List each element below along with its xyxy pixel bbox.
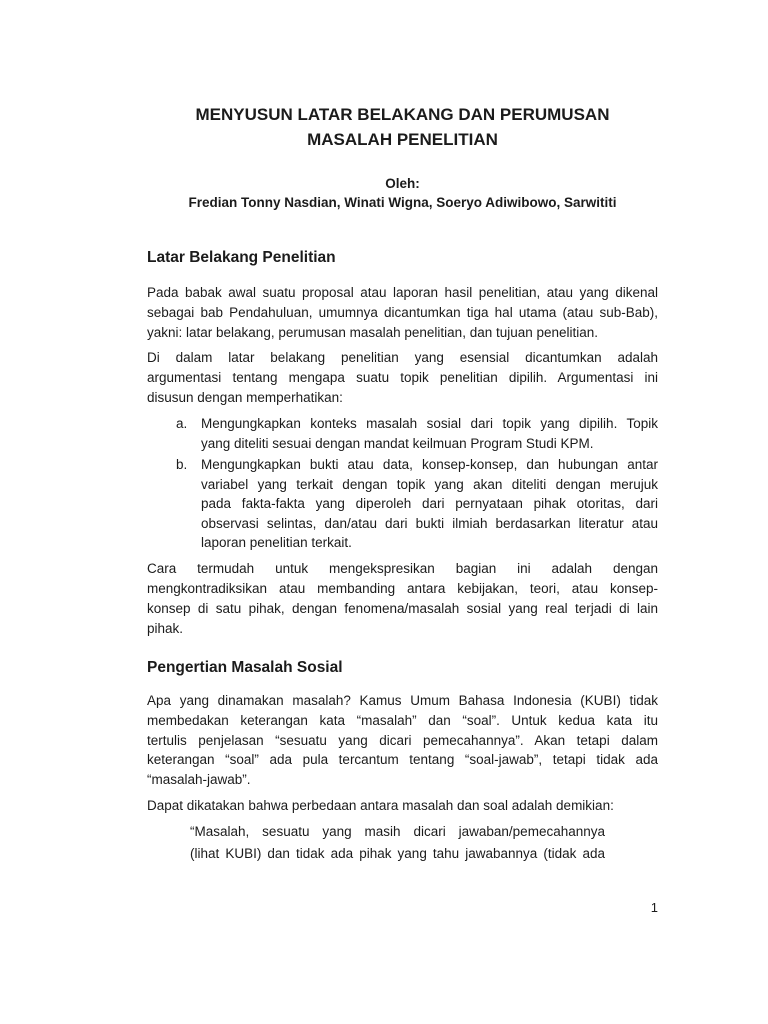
paragraph-line: Di dalam latar belakang penelitian yang esensial dicantumkan adalah: [147, 350, 658, 365]
author-list: Fredian Tonny Nasdian, Winati Wigna, Soeryo Adiwibowo, Sarwititi: [188, 195, 617, 210]
paragraph: [147, 283, 658, 343]
list-line: Mengungkapkan konteks masalah sosial dari topik yang dipilih. Topik: [201, 416, 658, 431]
paragraph-line: yakni: latar belakang, perumusan masalah penelitian, dan tujuan penelitian.: [147, 325, 599, 340]
paragraph-line: Cara termudah untuk mengekspresikan bagian ini adalah dengan: [147, 561, 658, 576]
byline-label: Oleh:: [385, 176, 420, 191]
paragraph: [147, 796, 658, 816]
section-heading-pengertian-masalah: Pengertian Masalah Sosial: [147, 659, 343, 676]
list-line: pada fakta-fakta yang diperoleh dari pernyataan pihak otoritas, dari: [201, 496, 658, 512]
paragraph-line: membedakan keterangan kata “masalah” dan “soal”. Untuk kedua kata itu: [147, 712, 658, 728]
paragraph-line: mengkontradiksikan atau membanding antara kebijakan, teori, atau konsep-: [147, 581, 658, 596]
list-item-b: [176, 455, 658, 553]
list-marker: b.: [176, 457, 188, 472]
page-number: 1: [650, 900, 658, 915]
list-line: Mengungkapkan bukti atau data, konsep-konsep, dan hubungan antar: [201, 457, 658, 472]
block-quote: [190, 821, 605, 865]
list-line: observasi selintas, dan/atau dari bukti ilmiah berdasarkan literatur atau: [201, 515, 658, 531]
quote-line: (lihat KUBI) dan tidak ada pihak yang tahu jawabannya (tidak ada: [190, 846, 605, 861]
paragraph: [147, 559, 658, 639]
paragraph-line: konsep di satu pihak, dengan fenomena/masalah sosial yang real terjadi di lain: [147, 601, 658, 616]
list-line: laporan penelitian terkait.: [201, 535, 352, 551]
list-item-a: [176, 414, 658, 454]
paragraph-line: Apa yang dinamakan masalah? Kamus Umum Bahasa Indonesia (KUBI) tidak: [147, 693, 658, 708]
paragraph-line: pihak.: [147, 621, 184, 636]
paragraph: [147, 348, 658, 408]
paragraph-line: “masalah-jawab”.: [147, 772, 251, 788]
paragraph-line: disusun dengan memperhatikan:: [147, 390, 343, 405]
paragraph: [147, 691, 658, 790]
list-item-text: [201, 455, 658, 553]
quote-line: “Masalah, sesuatu yang masih dicari jawaban/pemecahannya: [190, 824, 605, 839]
paragraph-line: tertulis penjelasan “sesuatu yang dicari pemecahannya”. Akan tetapi dalam: [147, 732, 658, 748]
paragraph-line: argumentasi tentang mengapa suatu topik penelitian dipilih. Argumentasi ini: [147, 370, 658, 385]
list-marker: a.: [176, 416, 188, 431]
paragraph-line: Dapat dikatakan bahwa perbedaan antara masalah dan soal adalah demikian:: [147, 798, 614, 813]
paragraph-line: keterangan “soal” ada pula tercantum tentang “soal-jawab”, tetapi tidak ada: [147, 752, 658, 768]
paragraph-line: Pada babak awal suatu proposal atau laporan hasil penelitian, atau yang dikenal: [147, 285, 658, 300]
list-line: yang diteliti sesuai dengan mandat keilmuan Program Studi KPM.: [201, 436, 594, 451]
title-line: MASALAH PENELITIAN: [307, 130, 498, 149]
list-line: variabel yang terkait dengan topik yang akan diteliti dengan merujuk: [201, 476, 658, 492]
section-heading-latar-belakang: Latar Belakang Penelitian: [147, 249, 336, 266]
paragraph-line: sebagai bab Pendahuluan, umumnya dicantumkan tiga hal utama (atau sub-Bab),: [147, 305, 658, 320]
title-line: MENYUSUN LATAR BELAKANG DAN PERUMUSAN: [195, 105, 610, 124]
list-item-text: [201, 414, 658, 454]
document-title: [147, 102, 658, 152]
